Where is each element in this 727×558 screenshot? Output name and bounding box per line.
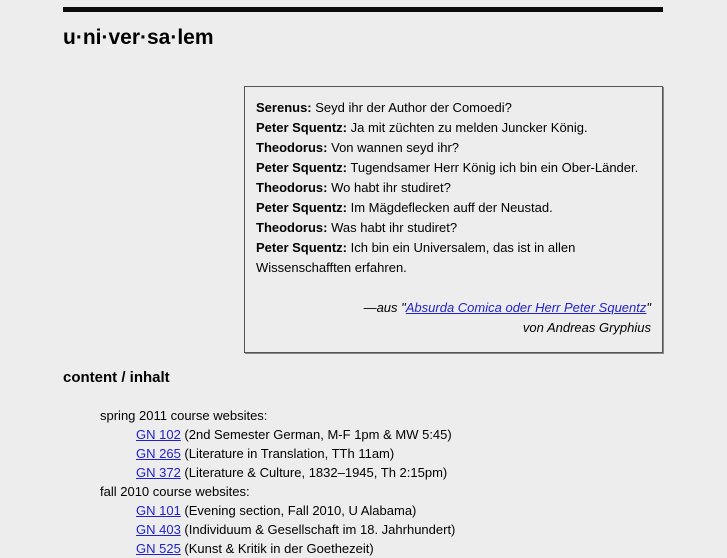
course-line: [136, 444, 663, 463]
content-heading: content / inhalt: [63, 369, 170, 386]
page-container: [63, 7, 663, 558]
course-description: (Evening section, Fall 2010, U Alabama): [180, 503, 417, 518]
quote-attribution: [256, 298, 651, 338]
course-line: [136, 425, 663, 444]
course-link[interactable]: GN 525: [136, 541, 181, 556]
dialogue-line: Serenus: Seyd ihr der Author der Comoedi?: [256, 100, 512, 115]
course-link[interactable]: GN 265: [136, 446, 181, 461]
top-rule: [63, 7, 663, 12]
course-link[interactable]: GN 102: [136, 427, 181, 442]
course-line: [136, 539, 663, 558]
dialogue: [256, 98, 651, 278]
course-group-label: spring 2011 course websites:: [100, 408, 268, 423]
attribution-source: [256, 298, 651, 318]
speaker-name: Peter Squentz:: [256, 240, 348, 255]
dialogue-line: Peter Squentz: Im Mägdeflecken auff der Neustad.: [256, 200, 553, 215]
dialogue-line: Peter Squentz: Tugendsamer Herr König ich bin ein Ober-Länder.: [256, 160, 639, 175]
course-description: (Individuum & Gesellschaft im 18. Jahrhundert): [180, 522, 456, 537]
speaker-name: Serenus:: [256, 100, 312, 115]
speaker-name: Theodorus:: [256, 180, 328, 195]
course-description: (2nd Semester German, M-F 1pm & MW 5:45): [180, 427, 452, 442]
course-line: [136, 501, 663, 520]
attribution-prefix: —aus ": [363, 300, 406, 315]
speaker-name: Peter Squentz:: [256, 120, 348, 135]
course-description: (Literature & Culture, 1832–1945, Th 2:15pm): [180, 465, 448, 480]
speaker-name: Peter Squentz:: [256, 200, 348, 215]
speaker-name: Peter Squentz:: [256, 160, 348, 175]
course-list: [63, 406, 663, 558]
page-title: u·ni·ver·sa·lem: [63, 26, 214, 49]
dialogue-line: Theodorus: Wo habt ihr studiret?: [256, 180, 451, 195]
course-description: (Kunst & Kritik in der Goethezeit): [180, 541, 374, 556]
speaker-name: Theodorus:: [256, 220, 328, 235]
dialogue-line: Theodorus: Von wannen seyd ihr?: [256, 140, 460, 155]
dialogue-line: Peter Squentz: Ja mit züchten zu melden Juncker König.: [256, 120, 588, 135]
attribution-suffix: ": [646, 300, 651, 315]
attribution-link[interactable]: Absurda Comica oder Herr Peter Squentz: [405, 300, 647, 315]
dialogue-line: Theodorus: Was habt ihr studiret?: [256, 220, 458, 235]
course-link[interactable]: GN 403: [136, 522, 181, 537]
course-line: [136, 520, 663, 539]
speaker-name: Theodorus:: [256, 140, 328, 155]
attribution-author: von Andreas Gryphius: [522, 320, 651, 335]
course-description: (Literature in Translation, TTh 11am): [180, 446, 395, 461]
course-link[interactable]: GN 101: [136, 503, 181, 518]
course-link[interactable]: GN 372: [136, 465, 181, 480]
course-group-label: fall 2010 course websites:: [100, 484, 250, 499]
dialogue-line: Peter Squentz: Ich bin ein Universalem, das ist in allen Wissenschafften erfahren.: [256, 240, 576, 275]
course-line: [136, 463, 663, 482]
quote-box: [244, 86, 663, 353]
